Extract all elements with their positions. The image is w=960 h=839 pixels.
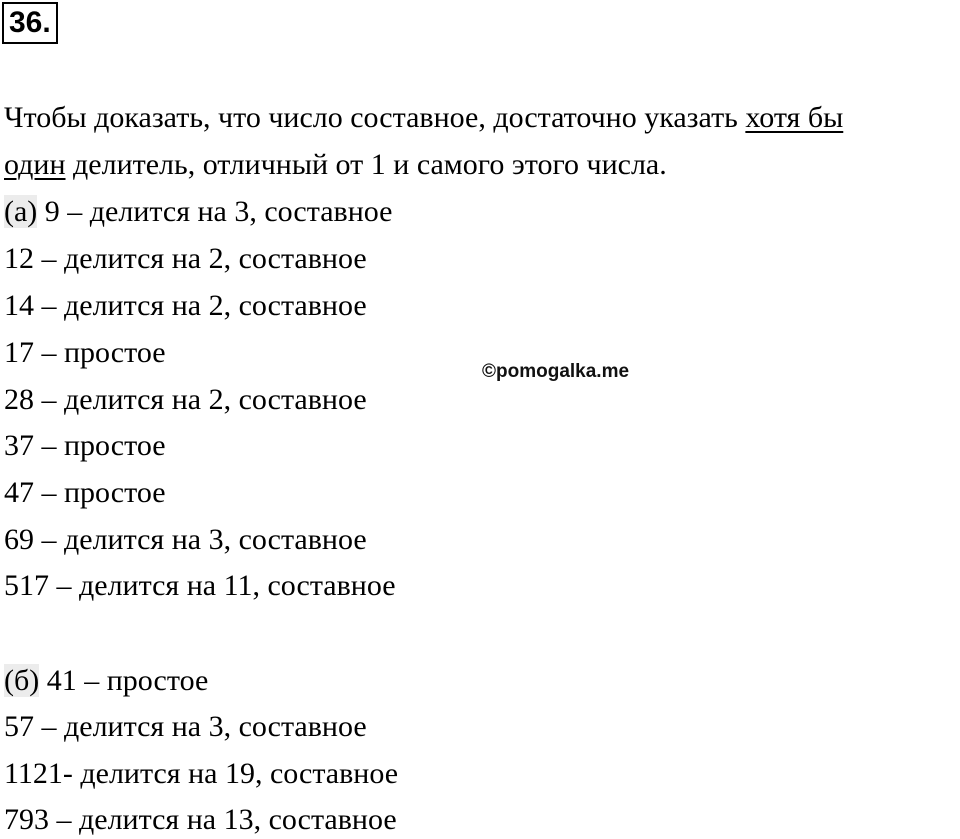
task-number: 36. bbox=[2, 2, 58, 44]
part-a-label: (а) bbox=[4, 195, 38, 228]
part-a-line: 517 – делится на 11, составное bbox=[4, 569, 396, 602]
intro-line-2 bbox=[4, 147, 667, 183]
part-a-first-text: 9 – делится на 3, составное bbox=[37, 195, 393, 228]
part-a-line: 69 – делится на 3, составное bbox=[4, 523, 367, 556]
intro-line-1 bbox=[4, 100, 843, 136]
part-a-line: 12 – делится на 2, составное bbox=[4, 242, 367, 275]
part-b-first-text: 41 – простое bbox=[39, 664, 209, 697]
intro-line-1-text: Чтобы доказать, что число составное, достаточно указать bbox=[4, 101, 746, 134]
part-a-line: 37 – простое bbox=[4, 429, 166, 462]
part-a-line: 28 – делится на 2, составное bbox=[4, 383, 367, 416]
intro-underlined-1: хотя бы bbox=[745, 101, 844, 134]
intro-underlined-2: один bbox=[4, 148, 66, 181]
part-b-line: 793 – делится на 13, составное bbox=[4, 803, 397, 836]
part-a-line: 17 – простое bbox=[4, 336, 166, 369]
part-b-line: 57 – делится на 3, составное bbox=[4, 710, 367, 743]
part-a-line: 47 – простое bbox=[4, 476, 166, 509]
watermark: ©pomogalka.me bbox=[482, 361, 630, 382]
part-a-line: 14 – делится на 2, составное bbox=[4, 289, 367, 322]
part-a-first-line bbox=[4, 194, 392, 230]
part-b-line: 1121- делится на 19, составное bbox=[4, 757, 399, 790]
intro-line-2-text: делитель, отличный от 1 и самого этого числа. bbox=[65, 148, 667, 181]
part-b-label: (б) bbox=[4, 664, 40, 697]
part-b-first-line bbox=[4, 663, 208, 699]
